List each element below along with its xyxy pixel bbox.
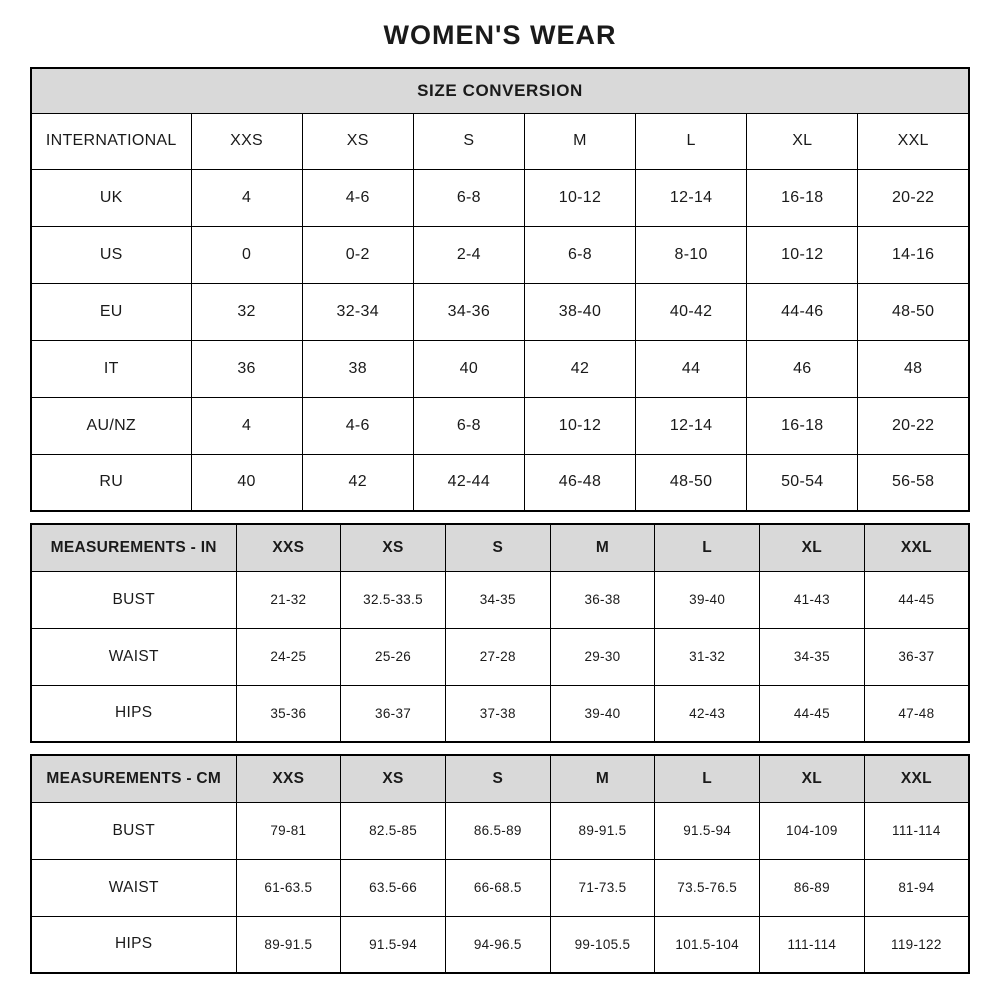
table-row [31, 916, 969, 973]
cell-value: 21-32 [236, 571, 341, 628]
cell-value: 4-6 [302, 397, 413, 454]
cell-value: 27-28 [445, 628, 550, 685]
table-row [31, 628, 969, 685]
row-label: US [31, 226, 191, 283]
page-title: WOMEN'S WEAR [383, 20, 617, 50]
cell-value: 61-63.5 [236, 859, 341, 916]
measurements-cm-table [30, 754, 970, 974]
cell-value: 36-37 [341, 685, 446, 742]
cell-value: 41-43 [760, 571, 865, 628]
cell-value: 32 [191, 283, 302, 340]
cell-value: 32-34 [302, 283, 413, 340]
table-row [31, 454, 969, 511]
cell-value: 34-35 [760, 628, 865, 685]
cell-value: 12-14 [636, 397, 747, 454]
cell-value: 39-40 [550, 685, 655, 742]
cell-value: 35-36 [236, 685, 341, 742]
cell-value: 99-105.5 [550, 916, 655, 973]
cell-value: 6-8 [413, 397, 524, 454]
cell-value: 6-8 [413, 169, 524, 226]
cell-value: 31-32 [655, 628, 760, 685]
cell-value: 37-38 [445, 685, 550, 742]
col-header: INTERNATIONAL [31, 113, 191, 169]
cell-value: 12-14 [636, 169, 747, 226]
table-row [31, 859, 969, 916]
cell-value: 36-37 [864, 628, 969, 685]
cell-value: 29-30 [550, 628, 655, 685]
cell-value: 48 [858, 340, 969, 397]
table-row [31, 169, 969, 226]
table-row [31, 802, 969, 859]
col-header: L [655, 755, 760, 802]
cell-value: 56-58 [858, 454, 969, 511]
row-label: IT [31, 340, 191, 397]
cell-value: 40 [413, 340, 524, 397]
col-header: S [413, 113, 524, 169]
table-row [31, 397, 969, 454]
col-header: MEASUREMENTS - CM [31, 755, 236, 802]
cell-value: 20-22 [858, 169, 969, 226]
cell-value: 44 [636, 340, 747, 397]
cell-value: 10-12 [524, 169, 635, 226]
size-conversion-table [30, 67, 970, 512]
table-header-row [31, 113, 969, 169]
col-header: XXL [864, 755, 969, 802]
cell-value: 86-89 [760, 859, 865, 916]
cell-value: 46-48 [524, 454, 635, 511]
cell-value: 8-10 [636, 226, 747, 283]
measurements-in-table [30, 523, 970, 743]
row-label: UK [31, 169, 191, 226]
row-label: HIPS [31, 685, 236, 742]
cell-value: 81-94 [864, 859, 969, 916]
table-row [31, 340, 969, 397]
cell-value: 71-73.5 [550, 859, 655, 916]
cell-value: 38 [302, 340, 413, 397]
cell-value: 44-45 [760, 685, 865, 742]
table-title: SIZE CONVERSION [31, 68, 969, 113]
cell-value: 16-18 [747, 397, 858, 454]
cell-value: 50-54 [747, 454, 858, 511]
row-label: WAIST [31, 859, 236, 916]
cell-value: 36-38 [550, 571, 655, 628]
cell-value: 2-4 [413, 226, 524, 283]
row-label: EU [31, 283, 191, 340]
cell-value: 4 [191, 397, 302, 454]
row-label: BUST [31, 802, 236, 859]
col-header: M [550, 524, 655, 571]
col-header: L [655, 524, 760, 571]
cell-value: 39-40 [655, 571, 760, 628]
cell-value: 89-91.5 [550, 802, 655, 859]
cell-value: 24-25 [236, 628, 341, 685]
cell-value: 66-68.5 [445, 859, 550, 916]
row-label: WAIST [31, 628, 236, 685]
col-header: XXS [236, 524, 341, 571]
cell-value: 0-2 [302, 226, 413, 283]
table-header-row [31, 755, 969, 802]
cell-value: 73.5-76.5 [655, 859, 760, 916]
cell-value: 101.5-104 [655, 916, 760, 973]
cell-value: 10-12 [524, 397, 635, 454]
cell-value: 94-96.5 [445, 916, 550, 973]
col-header: XL [747, 113, 858, 169]
cell-value: 89-91.5 [236, 916, 341, 973]
cell-value: 32.5-33.5 [341, 571, 446, 628]
col-header: XXS [191, 113, 302, 169]
cell-value: 44-46 [747, 283, 858, 340]
col-header: XS [341, 524, 446, 571]
cell-value: 42 [524, 340, 635, 397]
cell-value: 86.5-89 [445, 802, 550, 859]
col-header: M [524, 113, 635, 169]
cell-value: 48-50 [858, 283, 969, 340]
col-header: S [445, 755, 550, 802]
col-header: MEASUREMENTS - IN [31, 524, 236, 571]
col-header: S [445, 524, 550, 571]
cell-value: 42-44 [413, 454, 524, 511]
cell-value: 47-48 [864, 685, 969, 742]
cell-value: 25-26 [341, 628, 446, 685]
table-header-row [31, 524, 969, 571]
cell-value: 6-8 [524, 226, 635, 283]
cell-value: 20-22 [858, 397, 969, 454]
col-header: XL [760, 524, 865, 571]
cell-value: 10-12 [747, 226, 858, 283]
cell-value: 42 [302, 454, 413, 511]
col-header: XXL [858, 113, 969, 169]
cell-value: 14-16 [858, 226, 969, 283]
table-row [31, 226, 969, 283]
cell-value: 36 [191, 340, 302, 397]
cell-value: 111-114 [864, 802, 969, 859]
cell-value: 79-81 [236, 802, 341, 859]
col-header: XXS [236, 755, 341, 802]
table-row [31, 685, 969, 742]
cell-value: 34-36 [413, 283, 524, 340]
col-header: XL [760, 755, 865, 802]
cell-value: 16-18 [747, 169, 858, 226]
col-header: XS [302, 113, 413, 169]
cell-value: 44-45 [864, 571, 969, 628]
table-title-row [31, 68, 969, 113]
col-header: M [550, 755, 655, 802]
cell-value: 42-43 [655, 685, 760, 742]
cell-value: 38-40 [524, 283, 635, 340]
col-header: L [636, 113, 747, 169]
cell-value: 4 [191, 169, 302, 226]
cell-value: 119-122 [864, 916, 969, 973]
col-header: XXL [864, 524, 969, 571]
row-label: HIPS [31, 916, 236, 973]
cell-value: 48-50 [636, 454, 747, 511]
cell-value: 40 [191, 454, 302, 511]
cell-value: 34-35 [445, 571, 550, 628]
cell-value: 82.5-85 [341, 802, 446, 859]
row-label: BUST [31, 571, 236, 628]
row-label: RU [31, 454, 191, 511]
table-row [31, 571, 969, 628]
cell-value: 40-42 [636, 283, 747, 340]
col-header: XS [341, 755, 446, 802]
cell-value: 46 [747, 340, 858, 397]
cell-value: 4-6 [302, 169, 413, 226]
row-label: AU/NZ [31, 397, 191, 454]
cell-value: 104-109 [760, 802, 865, 859]
cell-value: 0 [191, 226, 302, 283]
table-row [31, 283, 969, 340]
cell-value: 91.5-94 [341, 916, 446, 973]
cell-value: 91.5-94 [655, 802, 760, 859]
cell-value: 63.5-66 [341, 859, 446, 916]
cell-value: 111-114 [760, 916, 865, 973]
